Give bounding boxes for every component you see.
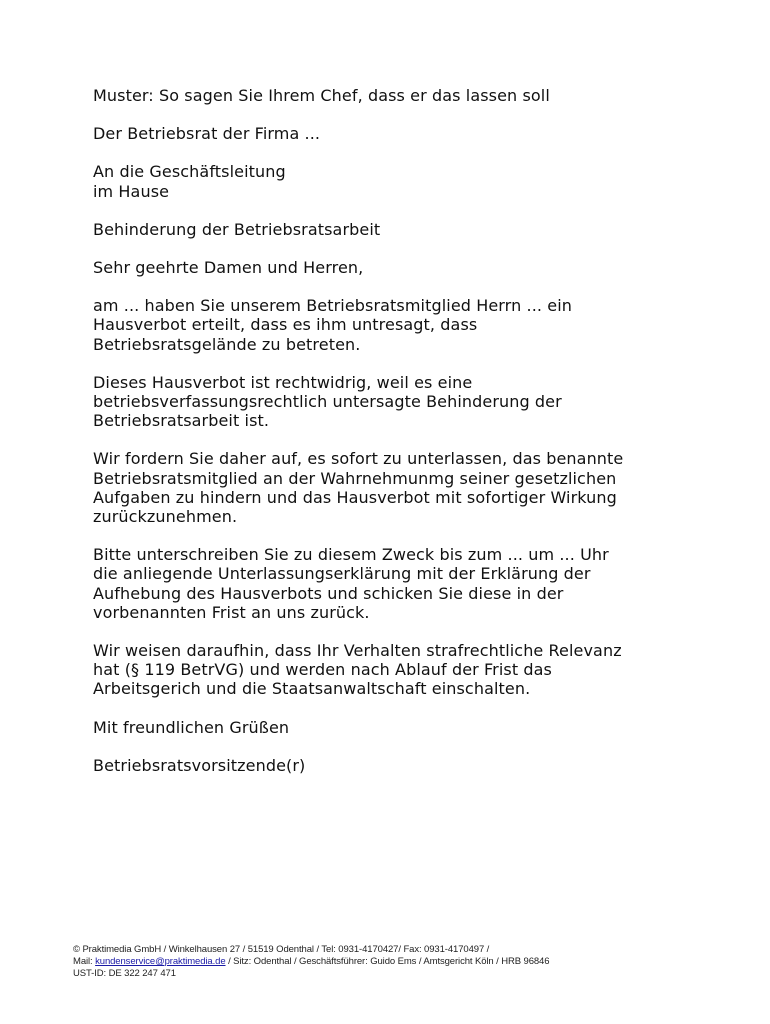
closing-line: Mit freundlichen Grüßen xyxy=(93,717,290,737)
closing-block xyxy=(93,718,693,737)
salutation-block xyxy=(93,258,693,277)
paragraph-3 xyxy=(93,449,693,526)
recipient-line-1: An die Geschäftsleitung xyxy=(93,162,286,182)
document-title-block xyxy=(93,86,693,105)
recipient-line-2: im Hause xyxy=(93,181,170,201)
paragraph-line: betriebsverfassungsrechtlich untersagte Behinderung der xyxy=(93,392,562,412)
footer-vat-line: UST-ID: DE 322 247 471 xyxy=(73,968,176,979)
footer-company-line: © Praktimedia GmbH / Winkelhausen 27 / 51519 Odenthal / Tel: 0931-4170427/ Fax: 0931-4170497 / xyxy=(73,944,490,955)
email-link[interactable]: kundenservice@praktimedia.de xyxy=(95,956,226,967)
paragraph-line: Betriebsratsarbeit ist. xyxy=(93,411,270,431)
paragraph-line: Arbeitsgerich und die Staatsanwaltschaft einschalten. xyxy=(93,679,531,699)
subject-block xyxy=(93,220,693,239)
paragraph-line: Dieses Hausverbot ist rechtwidrig, weil es eine xyxy=(93,372,473,392)
paragraph-line: zurückzunehmen. xyxy=(93,507,238,527)
salutation-line: Sehr geehrte Damen und Herren, xyxy=(93,258,364,278)
footer-mail-prefix: Mail: xyxy=(73,956,96,967)
paragraph-line: Betriebsratsmitglied an der Wahrnehmunmg seiner gesetzlichen xyxy=(93,468,617,488)
footer-contact-suffix: / Sitz: Odenthal / Geschäftsführer: Guido Ems / Amtsgericht Köln / HRB 96846 xyxy=(225,956,550,967)
letter-body xyxy=(93,86,693,794)
paragraph-line: Betriebsratsgelände zu betreten. xyxy=(93,334,361,354)
document-title: Muster: So sagen Sie Ihrem Chef, dass er das lassen soll xyxy=(93,86,550,105)
paragraph-line: Aufhebung des Hausverbots und schicken Sie diese in der xyxy=(93,583,564,603)
paragraph-line: Bitte unterschreiben Sie zu diesem Zweck bis zum ... um ... Uhr xyxy=(93,545,609,565)
paragraph-2 xyxy=(93,373,693,431)
signature-block xyxy=(93,756,693,775)
paragraph-line: am ... haben Sie unserem Betriebsratsmitglied Herrn ... ein xyxy=(93,296,572,316)
page-footer xyxy=(73,944,693,980)
paragraph-1 xyxy=(93,296,693,354)
sender-line: Der Betriebsrat der Firma ... xyxy=(93,124,321,144)
paragraph-line: Hausverbot erteilt, dass es ihm untresagt, dass xyxy=(93,315,478,335)
paragraph-line: Wir weisen daraufhin, dass Ihr Verhalten strafrechtliche Relevanz xyxy=(93,641,622,661)
subject-line: Behinderung der Betriebsratsarbeit xyxy=(93,219,381,239)
paragraph-4 xyxy=(93,545,693,622)
paragraph-line: vorbenannten Frist an uns zurück. xyxy=(93,602,370,622)
sender-block xyxy=(93,124,693,143)
paragraph-5 xyxy=(93,641,693,699)
footer-contact-line xyxy=(73,956,693,968)
signature-line: Betriebsratsvorsitzende(r) xyxy=(93,755,306,775)
recipient-block xyxy=(93,162,693,200)
paragraph-line: Wir fordern Sie daher auf, es sofort zu unterlassen, das benannte xyxy=(93,449,624,469)
paragraph-line: hat (§ 119 BetrVG) und werden nach Ablauf der Frist das xyxy=(93,660,552,680)
paragraph-line: die anliegende Unterlassungserklärung mit der Erklärung der xyxy=(93,564,591,584)
paragraph-line: Aufgaben zu hindern und das Hausverbot mit sofortiger Wirkung xyxy=(93,487,617,507)
